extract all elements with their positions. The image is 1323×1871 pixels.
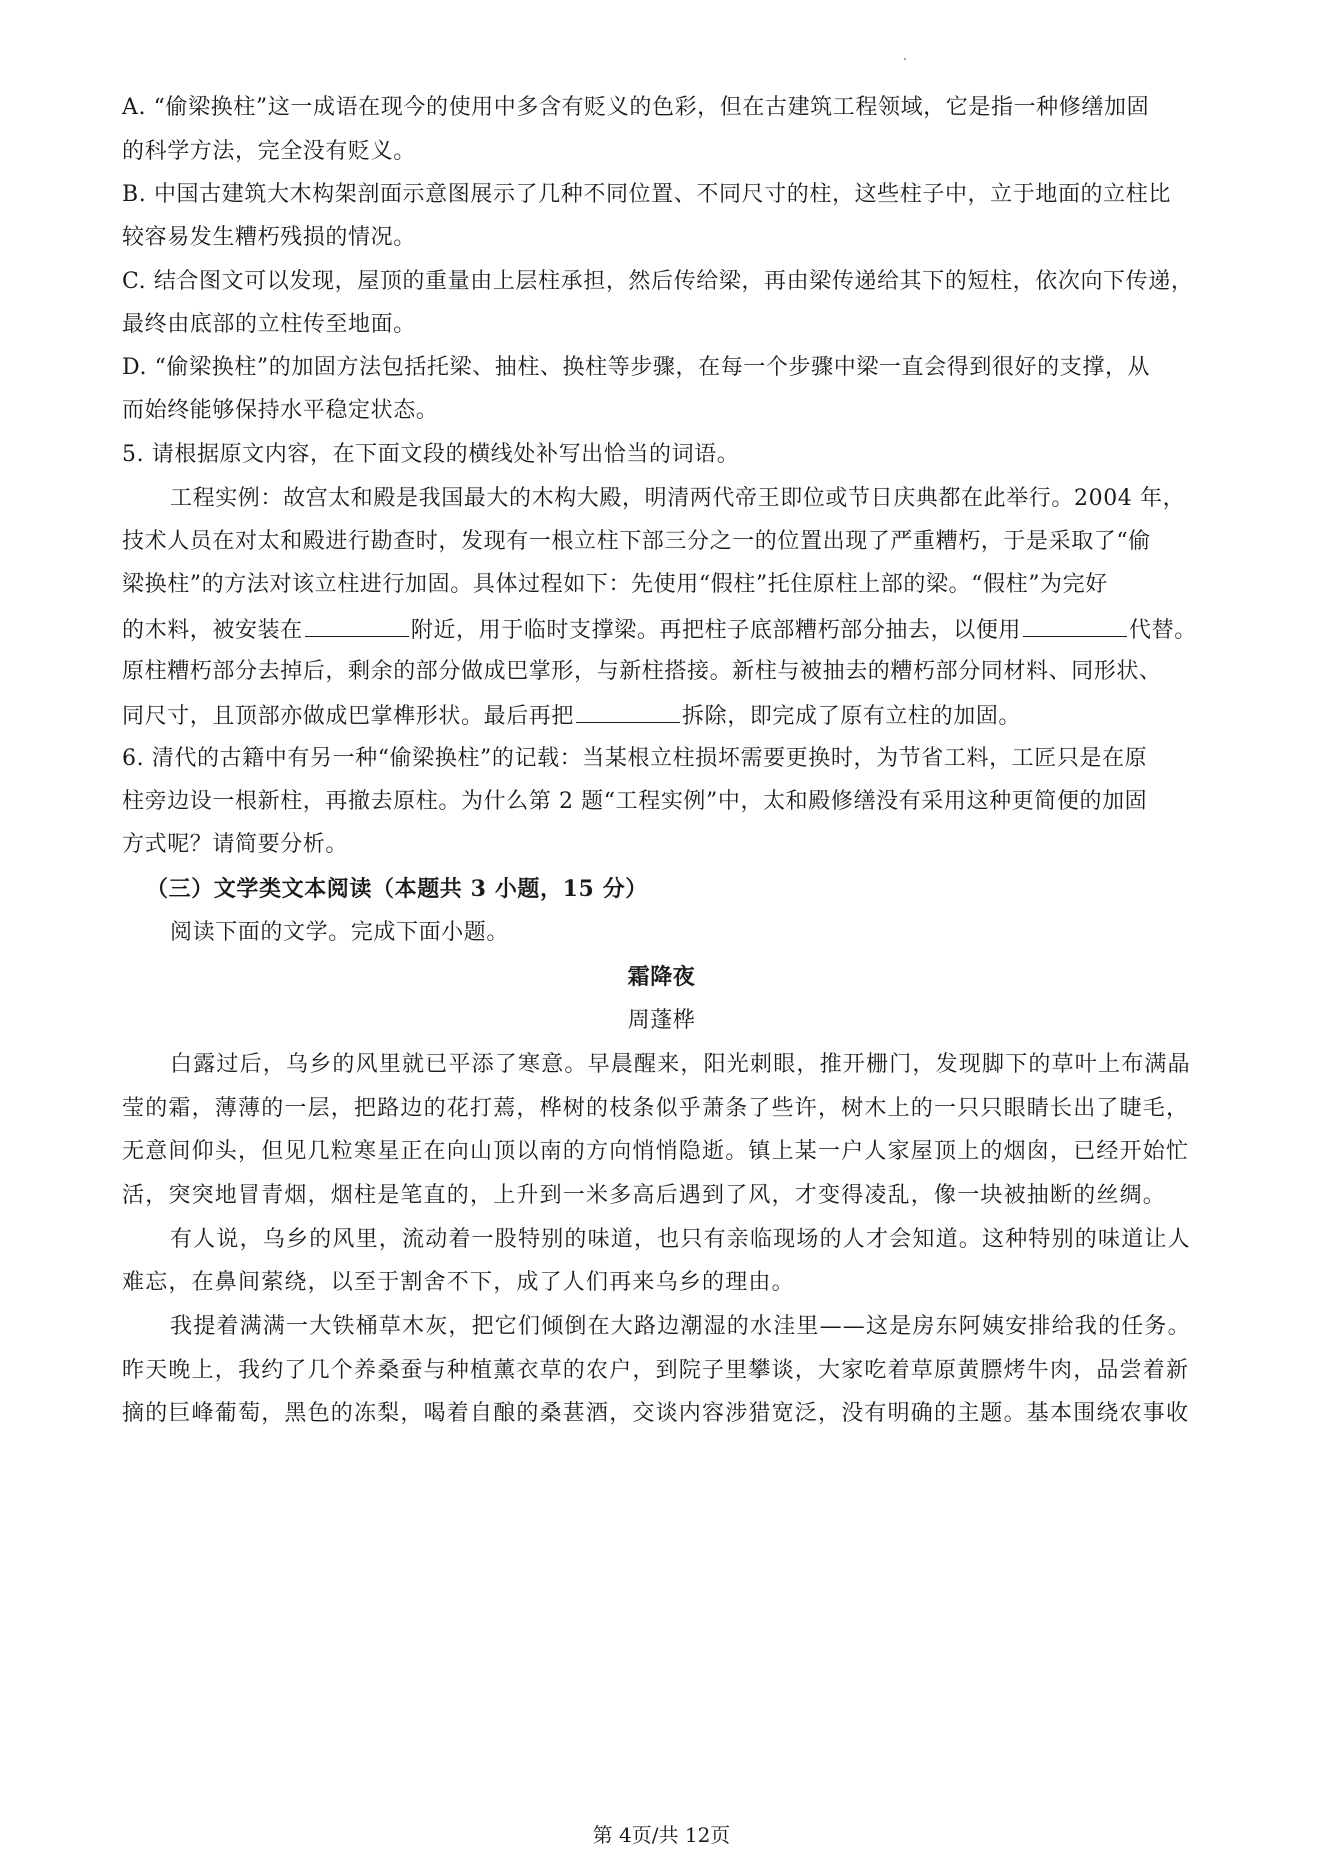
question-5-line3: 梁换柱”的方法对该立柱进行加固。具体过程如下：先使用“假柱”托住原柱上部的梁。“假柱”为完好 [122,572,1108,597]
question-6-line1: 6. 清代的古籍中有另一种“偷梁换柱”的记载：当某根立柱损坏需要更换时，为节省工料，工匠只是在原 [122,746,1148,771]
question-5-line6-part1: 同尺寸，且顶部亦做成巴掌榫形状。最后再把 [122,704,575,729]
option-d-line1: D. “偷梁换柱”的加固方法包括托梁、抽柱、换柱等步骤，在每一个步骤中梁一直会得到很好的支撑，从 [122,355,1151,380]
page-speck [904,58,906,60]
paragraph-3-line1: 我提着满满一大铁桶草木灰，把它们倾倒在大路边潮湿的水洼里——这是房东阿姨安排给我的任务。 [170,1314,1191,1339]
question-5-prompt: 5. 请根据原文内容，在下面文段的横线处补写出恰当的词语。 [122,442,740,467]
paragraph-1-line4: 活，突突地冒青烟，烟柱是笔直的，上升到一米多高后遇到了风，才变得凌乱，像一块被抽断的丝绸。 [122,1183,1167,1208]
question-6-line3: 方式呢？请简要分析。 [122,832,349,857]
paragraph-1-line1: 白露过后，乌乡的风里就已平添了寒意。早晨醒来，阳光刺眼，推开栅门，发现脚下的草叶上布满晶 [170,1052,1191,1077]
option-c-line2: 最终由底部的立柱传至地面。 [122,312,416,337]
paragraph-3-line2: 昨天晚上，我约了几个养桑蚕与种植薰衣草的农户，到院子里攀谈，大家吃着草原黄膘烤牛肉，品尝着新 [122,1358,1190,1383]
paragraph-3-line3: 摘的巨峰葡萄，黑色的冻梨，喝着自酿的桑葚酒，交谈内容涉猎宽泛，没有明确的主题。基本围绕农事收 [122,1401,1190,1426]
question-5-line5: 原柱糟朽部分去掉后，剩余的部分做成巴掌形，与新柱搭接。新柱与被抽去的糟朽部分同材料、同形状、 [122,659,1162,684]
paragraph-2-line1: 有人说，乌乡的风里，流动着一股特别的味道，也只有亲临现场的人才会知道。这种特别的味道让人 [170,1227,1191,1252]
question-5-line2: 技术人员在对太和殿进行勘查时，发现有一根立柱下部三分之一的位置出现了严重糟朽，于是采取了“偷 [122,529,1151,554]
fill-blank-3[interactable] [576,700,680,723]
section-heading: （三）文学类文本阅读（本题共 3 小题，15 分） [146,876,648,902]
question-6-line2: 柱旁边设一根新柱，再撤去原柱。为什么第 2 题“工程实例”中，太和殿修缮没有采用这种更简便的加固 [122,789,1148,814]
question-5-line6-part2: 拆除，即完成了原有立柱的加固。 [682,704,1022,729]
paragraph-2-line2: 难忘，在鼻间萦绕，以至于割舍不下，成了人们再来乌乡的理由。 [122,1270,795,1295]
fill-blank-1[interactable] [305,614,409,637]
option-c-line1: C. 结合图文可以发现，屋顶的重量由上层柱承担，然后传给梁，再由梁传递给其下的短柱，依次向下传递， [122,269,1194,294]
fill-blank-2[interactable] [1023,614,1127,637]
option-b-line1: B. 中国古建筑大木构架剖面示意图展示了几种不同位置、不同尺寸的柱，这些柱子中，立于地面的立柱比 [122,182,1171,207]
page-footer: 第 4页/共 12页 [592,1823,731,1847]
question-5-line4-part1: 的木料，被安装在 [122,618,303,643]
article-author: 周蓬桦 [627,1008,696,1033]
paragraph-1-line2: 莹的霜，薄薄的一层，把路边的花打蔫，桦树的枝条似乎萧条了些许，树木上的一只只眼睛长出了睫毛， [122,1096,1190,1121]
option-b-line2: 较容易发生糟朽残损的情况。 [122,225,416,250]
question-5-line4 [122,614,1212,646]
question-5-line4-part3: 代替。 [1129,618,1197,643]
section-instruction: 阅读下面的文学。完成下面小题。 [170,920,510,945]
question-5-line1: 工程实例：故宫太和殿是我国最大的木构大殿，明清两代帝王即位或节日庆典都在此举行。2004 年， [170,486,1186,511]
article-title: 霜降夜 [627,964,696,990]
question-5-line6 [122,700,1212,732]
question-5-line4-part2: 附近，用于临时支撑梁。再把柱子底部糟朽部分抽去，以便用 [410,618,1022,643]
option-a-line2: 的科学方法，完全没有贬义。 [122,139,416,164]
option-d-line2: 而始终能够保持水平稳定状态。 [122,398,439,423]
option-a-line1: A. “偷梁换柱”这一成语在现今的使用中多含有贬义的色彩，但在古建筑工程领域，它是指一种修缮加固 [122,95,1150,120]
paragraph-1-line3: 无意间仰头，但见几粒寒星正在向山顶以南的方向悄悄隐逝。镇上某一户人家屋顶上的烟囱，已经开始忙 [122,1139,1190,1164]
